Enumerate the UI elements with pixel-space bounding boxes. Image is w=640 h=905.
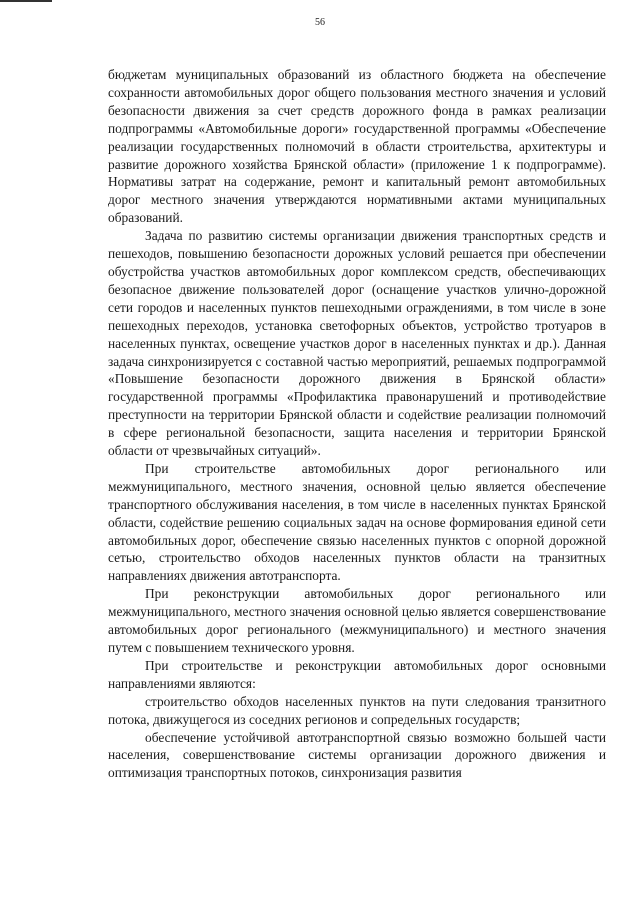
paragraph-7: обеспечение устойчивой автотранспортной связью возможно большей части населения, совершенствование системы организации дорожного движения и оптимизация транспортных потоков, синхронизация развития: [108, 729, 606, 781]
paragraph-6: строительство обходов населенных пунктов на пути следования транзитного потока, движущегося из соседних регионов и сопредельных государств;: [108, 693, 606, 727]
scan-edge-mark: [0, 0, 52, 2]
paragraph-1: бюджетам муниципальных образований из областного бюджета на обеспечение сохранности автомобильных дорог общего пользования местного значения и условий безопасности движения за счет средств дорожного фонда в рамках реализации подпрограммы «Автомобильные дороги» государственной программы «Обеспечение реализации государственных полномочий в области строительства, архитектуры и развитие дорожного хозяйства Брянской области» (приложение 1 к подпрограмме). Нормативы затрат на содержание, ремонт и капитальный ремонт автомобильных дорог местного значения утверждаются нормативными актами муниципальных образований.: [108, 67, 606, 226]
paragraph-2: Задача по развитию системы организации движения транспортных средств и пешеходов, повышению безопасности дорожных условий решается при обеспечении обустройства участков автомобильных дорог комплексом средств, обеспечивающих безопасное движение пользователей дорог (оснащение участков улично-дорожной сети городов и населенных пунктов пешеходными ограждениями, в том числе в зоне пешеходных переходов, установка светофорных объектов, устройство тротуаров в населенных пунктах, освещение участков дорог в населенных пунктах и др.). Данная задача синхронизируется с составной частью мероприятий, решаемых подпрограммой «Повышение безопасности дорожного движения в Брянской области» государственной программы «Профилактика правонарушений и противодействие преступности на территории Брянской области и содействие реализации полномочий в сфере региональной безопасности, защита населения и территории Брянской области от чрезвычайных ситуаций».: [108, 228, 606, 459]
paragraph-5: При строительстве и реконструкции автомобильных дорог основными направлениями являются:: [108, 657, 606, 691]
page-number: 56: [315, 17, 325, 28]
document-body: [108, 66, 606, 782]
paragraph-3: При строительстве автомобильных дорог регионального или межмуниципального, местного значения, основной целью является обеспечение транспортного обслуживания населения, в том числе в населенных пунктах Брянской области, содействие решению социальных задач на основе формирования единой сети автомобильных дорог, обеспечение связью населенных пунктов с опорной дорожной сетью, строительство обходов населенных пунктов области на транзитных направлениях движения автотранспорта.: [108, 460, 606, 584]
paragraph-4: При реконструкции автомобильных дорог регионального или межмуниципального, местного значения основной целью является совершенствование автомобильных дорог регионального (межмуниципального) и местного значения путем с повышением технического уровня.: [108, 586, 606, 655]
